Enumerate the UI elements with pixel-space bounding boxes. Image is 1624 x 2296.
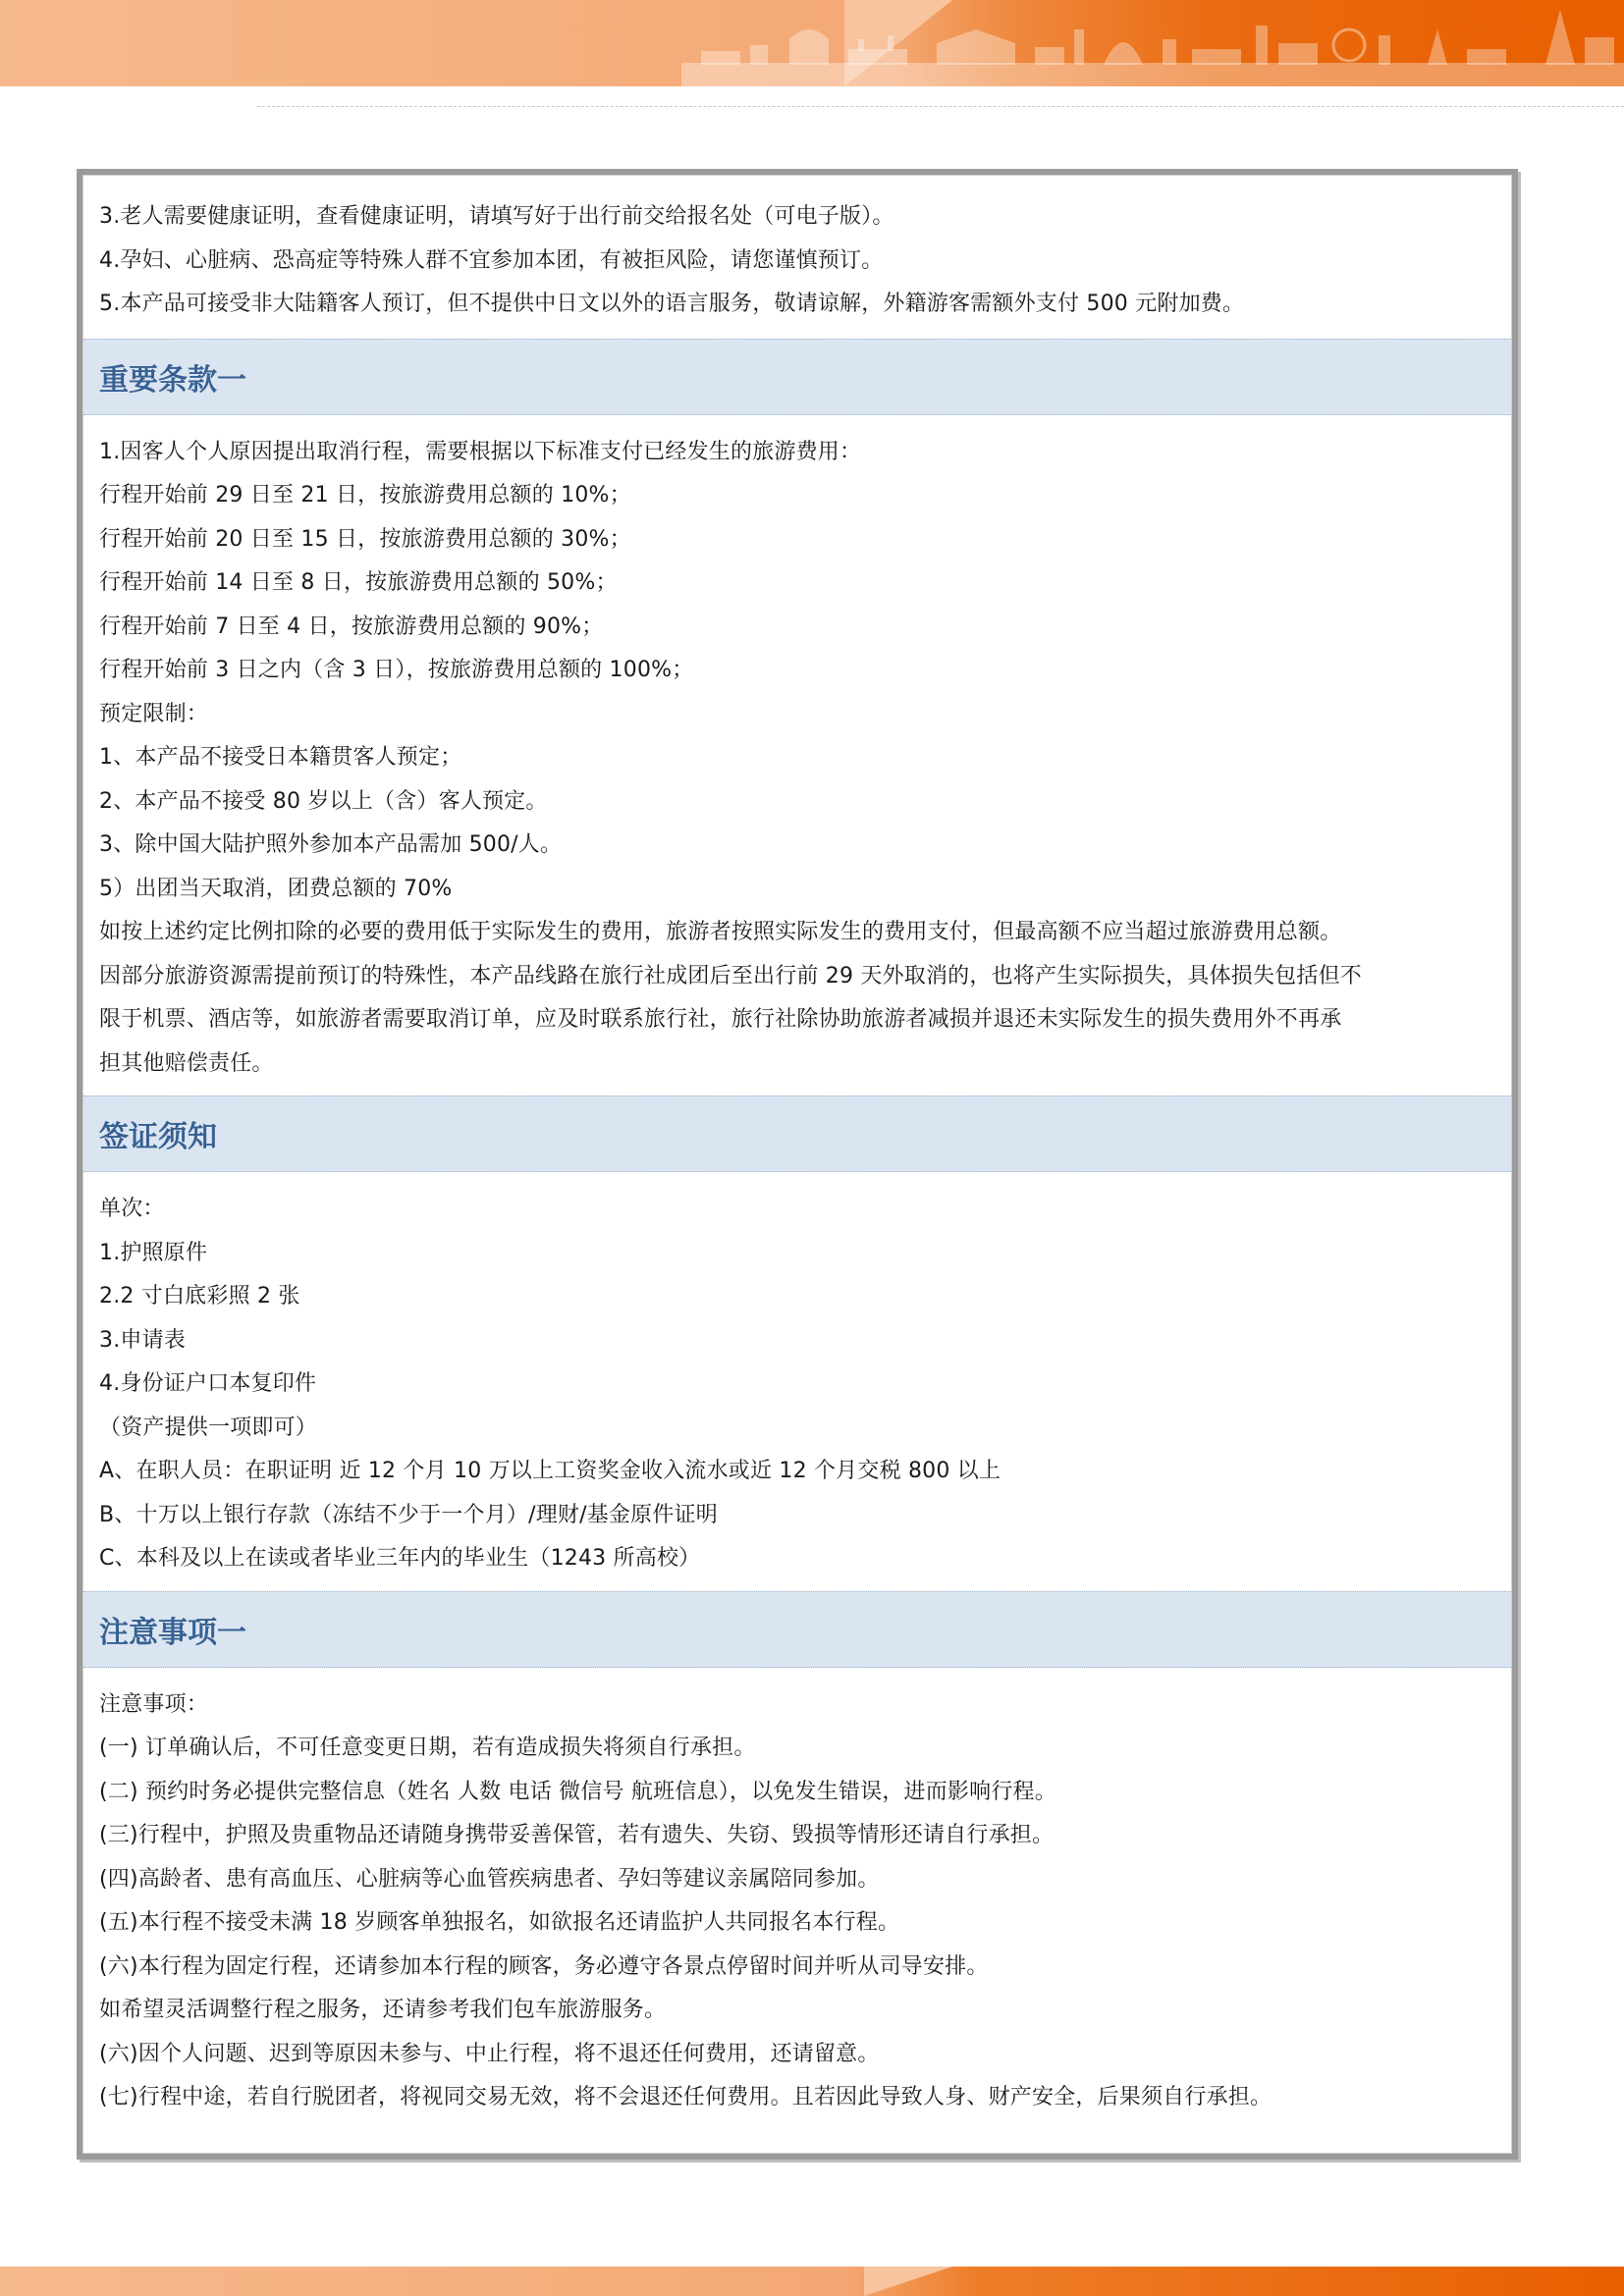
terms-line: 2、本产品不接受 80 岁以上（含）客人预定。 [99, 788, 548, 814]
terms-line: 行程开始前 29 日至 21 日，按旅游费用总额的 10%； [99, 483, 631, 507]
terms-line: 行程开始前 14 日至 8 日，按旅游费用总额的 50%； [99, 570, 618, 595]
intro-line: 3.老人需要健康证明，查看健康证明，请填写好于出行前交给报名处（可电子版）。 [99, 204, 894, 229]
visa-line: 1.护照原件 [99, 1240, 208, 1265]
visa-line: 单次： [99, 1197, 165, 1221]
terms-line: 行程开始前 20 日至 15 日，按旅游费用总额的 30%； [99, 526, 631, 552]
precaution-line: (四)高龄者、患有高血压、心脏病等心血管疾病患者、孕妇等建议亲属陪同参加。 [99, 1866, 880, 1892]
header-divider [257, 106, 1624, 107]
important-terms-body [83, 415, 1511, 1096]
terms-line: 如按上述约定比例扣除的必要的费用低于实际发生的费用，旅游者按照实际发生的费用支付，但最高额不应当超过旅游费用总额。 [99, 920, 1342, 944]
terms-line: 行程开始前 7 日至 4 日，按旅游费用总额的 90%； [99, 614, 604, 639]
visa-notes-body [83, 1172, 1511, 1591]
precaution-line: (五)本行程不接受未满 18 岁顾客单独报名，如欲报名还请监护人共同报名本行程。 [99, 1910, 900, 1935]
section-title-important-terms: 重要条款一 [83, 339, 1511, 415]
intro-notes [83, 176, 1511, 339]
precaution-line: 注意事项： [99, 1691, 209, 1717]
terms-line: 预定限制： [99, 701, 209, 726]
precaution-line: (一) 订单确认后，不可任意变更日期，若有造成损失将须自行承担。 [99, 1735, 756, 1760]
precaution-line: (六)本行程为固定行程，还请参加本行程的顾客，务必遵守各景点停留时间并听从司导安排。 [99, 1953, 989, 1979]
visa-line: A、在职人员：在职证明 近 12 个月 10 万以上工资奖金收入流水或近 12 个月交税 800 以上 [99, 1459, 1001, 1483]
terms-line: 1、本产品不接受日本籍贯客人预定； [99, 745, 462, 770]
terms-line: 限于机票、酒店等，如旅游者需要取消订单，应及时联系旅行社，旅行社除协助旅游者减损并退还未实际发生的损失费用外不再承 [99, 1007, 1342, 1032]
visa-line: （资产提供一项即可） [99, 1415, 318, 1440]
header-banner [0, 0, 1624, 86]
terms-line: 行程开始前 3 日之内（含 3 日），按旅游费用总额的 100%； [99, 658, 694, 682]
content-frame [77, 169, 1518, 2160]
footer-fold [864, 2267, 952, 2296]
precaution-line: (二) 预约时务必提供完整信息（姓名 人数 电话 微信号 航班信息），以免发生错误，进而影响行程。 [99, 1779, 1056, 1804]
terms-line: 3、除中国大陆护照外参加本产品需加 500/人。 [99, 832, 563, 857]
precautions-body [83, 1668, 1511, 2130]
intro-line: 5.本产品可接受非大陆籍客人预订，但不提供中日文以外的语言服务，敬请谅解，外籍游客需额外支付 500 元附加费。 [99, 292, 1245, 316]
visa-line: 4.身份证户口本复印件 [99, 1371, 317, 1396]
footer-banner [0, 2267, 1624, 2296]
visa-line: B、十万以上银行存款（冻结不少于一个月）/理财/基金原件证明 [99, 1502, 718, 1527]
precaution-line: (三)行程中，护照及贵重物品还请随身携带妥善保管，若有遗失、失窃、毁损等情形还请自行承担。 [99, 1823, 1055, 1847]
content-panel [82, 175, 1512, 2154]
terms-line: 担其他赔偿责任。 [99, 1050, 274, 1076]
precaution-line: (六)因个人问题、迟到等原因未参与、中止行程，将不退还任何费用，还请留意。 [99, 2041, 880, 2066]
terms-line: 因部分旅游资源需提前预订的特殊性，本产品线路在旅行社成团后至出行前 29 天外取消的，也将产生实际损失，具体损失包括但不 [99, 963, 1362, 988]
section-title-visa-notes: 签证须知 [83, 1095, 1511, 1172]
precaution-line: 如希望灵活调整行程之服务，还请参考我们包车旅游服务。 [99, 1998, 667, 2022]
visa-line: 2.2 寸白底彩照 2 张 [99, 1284, 300, 1308]
terms-line: 5）出团当天取消，团费总额的 70% [99, 876, 453, 901]
city-skyline-graphic [681, 0, 1624, 86]
visa-line: C、本科及以上在读或者毕业三年内的毕业生（1243 所高校） [99, 1546, 701, 1571]
section-title-precautions: 注意事项一 [83, 1591, 1511, 1668]
intro-line: 4.孕妇、心脏病、恐高症等特殊人群不宜参加本团，有被拒风险，请您谨慎预订。 [99, 247, 884, 273]
terms-line: 1.因客人个人原因提出取消行程，需要根据以下标准支付已经发生的旅游费用： [99, 439, 862, 464]
visa-line: 3.申请表 [99, 1327, 186, 1353]
precaution-line: (七)行程中途，若自行脱团者，将视同交易无效，将不会退还任何费用。且若因此导致人身、财产安全，后果须自行承担。 [99, 2085, 1272, 2109]
